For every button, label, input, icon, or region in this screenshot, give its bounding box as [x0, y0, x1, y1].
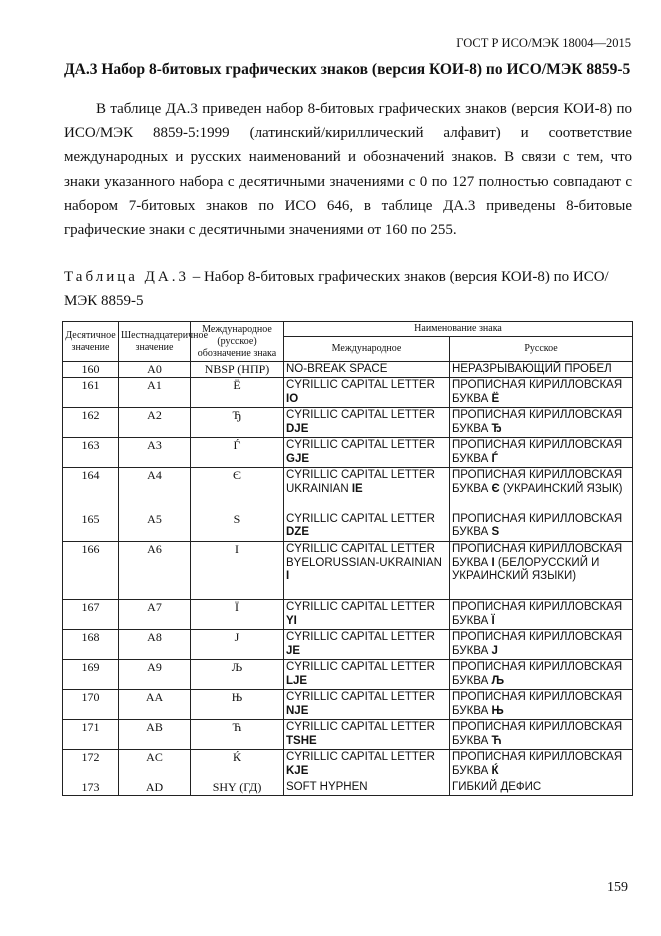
ru-name-key: Ѓ	[491, 452, 498, 465]
intl-name-text: CYRILLIC CAPITAL LETTER	[286, 631, 435, 644]
cell-decimal: 160	[63, 362, 119, 378]
cell-intl-name	[284, 438, 450, 468]
cell-decimal: 163	[63, 438, 119, 468]
cell-symbol: SHY (ГД)	[191, 780, 284, 796]
intl-name-text: NO-BREAK SPACE	[286, 363, 388, 375]
cell-symbol: S	[191, 512, 284, 542]
cell-intl-name	[284, 378, 450, 408]
table-row	[63, 378, 633, 408]
table-caption-label: Таблица ДА.3	[64, 269, 189, 285]
cell-symbol: Ќ	[191, 750, 284, 780]
intl-name-key: JE	[286, 644, 301, 657]
cell-hex: A6	[119, 542, 191, 600]
cell-decimal: 164	[63, 468, 119, 512]
cell-ru-name	[450, 750, 633, 780]
cell-intl-name	[284, 780, 450, 796]
intl-name-key: DJE	[286, 422, 309, 435]
cell-ru-name	[450, 408, 633, 438]
cell-ru-name	[450, 630, 633, 660]
ru-name-key: I	[491, 556, 495, 569]
ru-name-text: ГИБКИЙ ДЕФИС	[452, 780, 542, 793]
cell-ru-name	[450, 690, 633, 720]
intl-name-text: CYRILLIC CAPITAL LETTER BYELORUSSIAN-UKRAINIAN	[286, 543, 442, 569]
cell-symbol: I	[191, 542, 284, 600]
cell-hex: A7	[119, 600, 191, 630]
ru-name-text: ПРОПИСНАЯ КИРИЛЛОВСКАЯ БУКВА	[452, 691, 623, 717]
cell-ru-name	[450, 780, 633, 796]
cell-ru-name	[450, 512, 633, 542]
cell-symbol: Ё	[191, 378, 284, 408]
header-decimal: Десятичное значение	[63, 322, 119, 362]
cell-intl-name	[284, 600, 450, 630]
ru-name-text: ПРОПИСНАЯ КИРИЛЛОВСКАЯ БУКВА	[452, 409, 623, 435]
ru-name-text: ПРОПИСНАЯ КИРИЛЛОВСКАЯ БУКВА	[452, 543, 623, 569]
cell-intl-name	[284, 542, 450, 600]
ru-name-text: ПРОПИСНАЯ КИРИЛЛОВСКАЯ БУКВА	[452, 439, 623, 465]
cell-intl-name	[284, 690, 450, 720]
intl-name-key: YI	[286, 614, 297, 627]
body-paragraph: В таблице ДА.3 приведен набор 8-битовых графических знаков (версия КОИ-8) по ИСО/МЭК 8859-5:1999 (латинский/кириллический алфавит) и соответствие международных и русских наименований и обозначений знаков. В связи с тем, что знаки указанного набора с десятичными значениями с 0 по 127 полностью совпадают с набором 7-битовых знаков по ИСО 646, в таблице ДА.3 приведены 8-битовые графические знаки с десятичными значениями от 160 по 255.	[64, 101, 632, 239]
cell-symbol: Љ	[191, 660, 284, 690]
ru-name-key: Ќ	[491, 764, 499, 777]
cell-intl-name	[284, 660, 450, 690]
intl-name-key: KJE	[286, 764, 309, 777]
cell-decimal: 162	[63, 408, 119, 438]
table-row	[63, 408, 633, 438]
cell-intl-name	[284, 630, 450, 660]
cell-decimal: 172	[63, 750, 119, 780]
cell-hex: A8	[119, 630, 191, 660]
cell-ru-name	[450, 378, 633, 408]
cell-decimal: 171	[63, 720, 119, 750]
ru-name-key: Ђ	[491, 422, 502, 435]
ru-name-key: Є	[491, 482, 500, 495]
ru-name-key: Ї	[491, 614, 495, 627]
intl-name-text: CYRILLIC CAPITAL LETTER UKRAINIAN	[286, 469, 435, 495]
ru-name-key: Ћ	[491, 734, 502, 747]
character-table	[62, 321, 633, 796]
table-row	[63, 512, 633, 542]
cell-decimal: 169	[63, 660, 119, 690]
intl-name-key: I	[286, 570, 290, 583]
intl-name-text: CYRILLIC CAPITAL LETTER	[286, 691, 435, 704]
document-header: ГОСТ Р ИСО/МЭК 18004—2015	[456, 36, 631, 50]
header-intl-symbol: Международное (русское) обозначение знака	[191, 322, 284, 362]
cell-intl-name	[284, 750, 450, 780]
intl-name-text: CYRILLIC CAPITAL LETTER	[286, 379, 435, 392]
table-row	[63, 542, 633, 600]
table-row	[63, 630, 633, 660]
cell-decimal: 165	[63, 512, 119, 542]
ru-name-text: ПРОПИСНАЯ КИРИЛЛОВСКАЯ БУКВА	[452, 469, 623, 495]
table-row	[63, 720, 633, 750]
ru-name-text: ПРОПИСНАЯ КИРИЛЛОВСКАЯ БУКВА	[452, 661, 623, 687]
cell-decimal: 166	[63, 542, 119, 600]
cell-hex: AA	[119, 690, 191, 720]
cell-ru-name	[450, 720, 633, 750]
cell-decimal: 168	[63, 630, 119, 660]
cell-symbol: Ћ	[191, 720, 284, 750]
table-row	[63, 600, 633, 630]
table-row	[63, 690, 633, 720]
cell-decimal: 161	[63, 378, 119, 408]
cell-ru-name	[450, 362, 633, 378]
cell-ru-name	[450, 438, 633, 468]
header-hex: Шестнадцатеричное значение	[119, 322, 191, 362]
intl-name-text: CYRILLIC CAPITAL LETTER	[286, 439, 435, 452]
ru-name-key: S	[491, 526, 500, 539]
intl-name-key: IE	[351, 482, 363, 495]
ru-name-text: ПРОПИСНАЯ КИРИЛЛОВСКАЯ БУКВА	[452, 751, 623, 777]
cell-hex: AB	[119, 720, 191, 750]
ru-name-key: Ё	[491, 392, 500, 405]
cell-symbol: Ѓ	[191, 438, 284, 468]
cell-decimal: 167	[63, 600, 119, 630]
cell-intl-name	[284, 362, 450, 378]
table-row	[63, 660, 633, 690]
cell-intl-name	[284, 408, 450, 438]
table-caption	[64, 265, 632, 313]
cell-decimal: 173	[63, 780, 119, 796]
table-caption-text: – Набор 8-битовых графических знаков (версия КОИ-8) по ИСО/МЭК 8859-5	[64, 269, 609, 309]
cell-symbol: Ї	[191, 600, 284, 630]
intl-name-key: TSHE	[286, 734, 317, 747]
page-number: 159	[607, 880, 628, 895]
cell-ru-name	[450, 468, 633, 512]
section-title: ДА.3 Набор 8-битовых графических знаков (версия КОИ-8) по ИСО/МЭК 8859-5	[64, 61, 631, 78]
intl-name-text: CYRILLIC CAPITAL LETTER	[286, 409, 435, 422]
intl-name-text: CYRILLIC CAPITAL LETTER	[286, 512, 435, 525]
cell-intl-name	[284, 720, 450, 750]
ru-name-key: Њ	[491, 704, 504, 717]
cell-ru-name	[450, 542, 633, 600]
ru-name-text: ПРОПИСНАЯ КИРИЛЛОВСКАЯ БУКВА	[452, 631, 623, 657]
cell-hex: A0	[119, 362, 191, 378]
cell-hex: AD	[119, 780, 191, 796]
ru-name-key: Љ	[491, 674, 505, 687]
header-intl-name: Международное	[284, 337, 450, 362]
cell-ru-name	[450, 660, 633, 690]
cell-symbol: Њ	[191, 690, 284, 720]
cell-symbol: NBSP (НПР)	[191, 362, 284, 378]
cell-symbol: Є	[191, 468, 284, 512]
cell-intl-name	[284, 512, 450, 542]
ru-name-text: ПРОПИСНАЯ КИРИЛЛОВСКАЯ БУКВА	[452, 601, 623, 627]
cell-hex: A9	[119, 660, 191, 690]
cell-hex: A3	[119, 438, 191, 468]
cell-symbol: Ђ	[191, 408, 284, 438]
cell-intl-name	[284, 468, 450, 512]
cell-hex: A1	[119, 378, 191, 408]
cell-decimal: 170	[63, 690, 119, 720]
ru-name-text: ПРОПИСНАЯ КИРИЛЛОВСКАЯ БУКВА	[452, 721, 623, 747]
ru-name-note: (УКРАИНСКИЙ ЯЗЫК)	[502, 482, 623, 495]
header-ru-name: Русское	[450, 337, 633, 362]
table-row	[63, 468, 633, 512]
ru-name-text: ПРОПИСНАЯ КИРИЛЛОВСКАЯ БУКВА	[452, 512, 623, 539]
table-row	[63, 438, 633, 468]
ru-name-key: J	[491, 644, 498, 657]
ru-name-text: НЕРАЗРЫВАЮЩИЙ ПРОБЕЛ	[452, 363, 612, 375]
table-row	[63, 362, 633, 378]
intl-name-key: DZE	[286, 526, 309, 539]
cell-symbol: J	[191, 630, 284, 660]
intl-name-text: CYRILLIC CAPITAL LETTER	[286, 661, 435, 674]
intl-name-key: NJE	[286, 704, 309, 717]
cell-hex: A4	[119, 468, 191, 512]
cell-hex: A5	[119, 512, 191, 542]
cell-hex: A2	[119, 408, 191, 438]
ru-name-text: ПРОПИСНАЯ КИРИЛЛОВСКАЯ БУКВА	[452, 379, 623, 405]
table-container	[62, 321, 632, 796]
ru-name-note: (БЕЛОРУССКИЙ И УКРАИНСКИЙ ЯЗЫКИ)	[452, 556, 600, 583]
table-row	[63, 750, 633, 780]
cell-ru-name	[450, 600, 633, 630]
cell-hex: AC	[119, 750, 191, 780]
header-name-group: Наименование знака	[284, 322, 633, 337]
table-body	[63, 362, 633, 796]
intl-name-key: IO	[286, 392, 299, 405]
table-row	[63, 780, 633, 796]
intl-name-text: CYRILLIC CAPITAL LETTER	[286, 601, 435, 614]
intl-name-text: SOFT HYPHEN	[286, 780, 368, 793]
intl-name-key: LJE	[286, 674, 308, 687]
intl-name-text: CYRILLIC CAPITAL LETTER	[286, 751, 435, 764]
intl-name-text: CYRILLIC CAPITAL LETTER	[286, 721, 435, 734]
intl-name-key: GJE	[286, 452, 310, 465]
